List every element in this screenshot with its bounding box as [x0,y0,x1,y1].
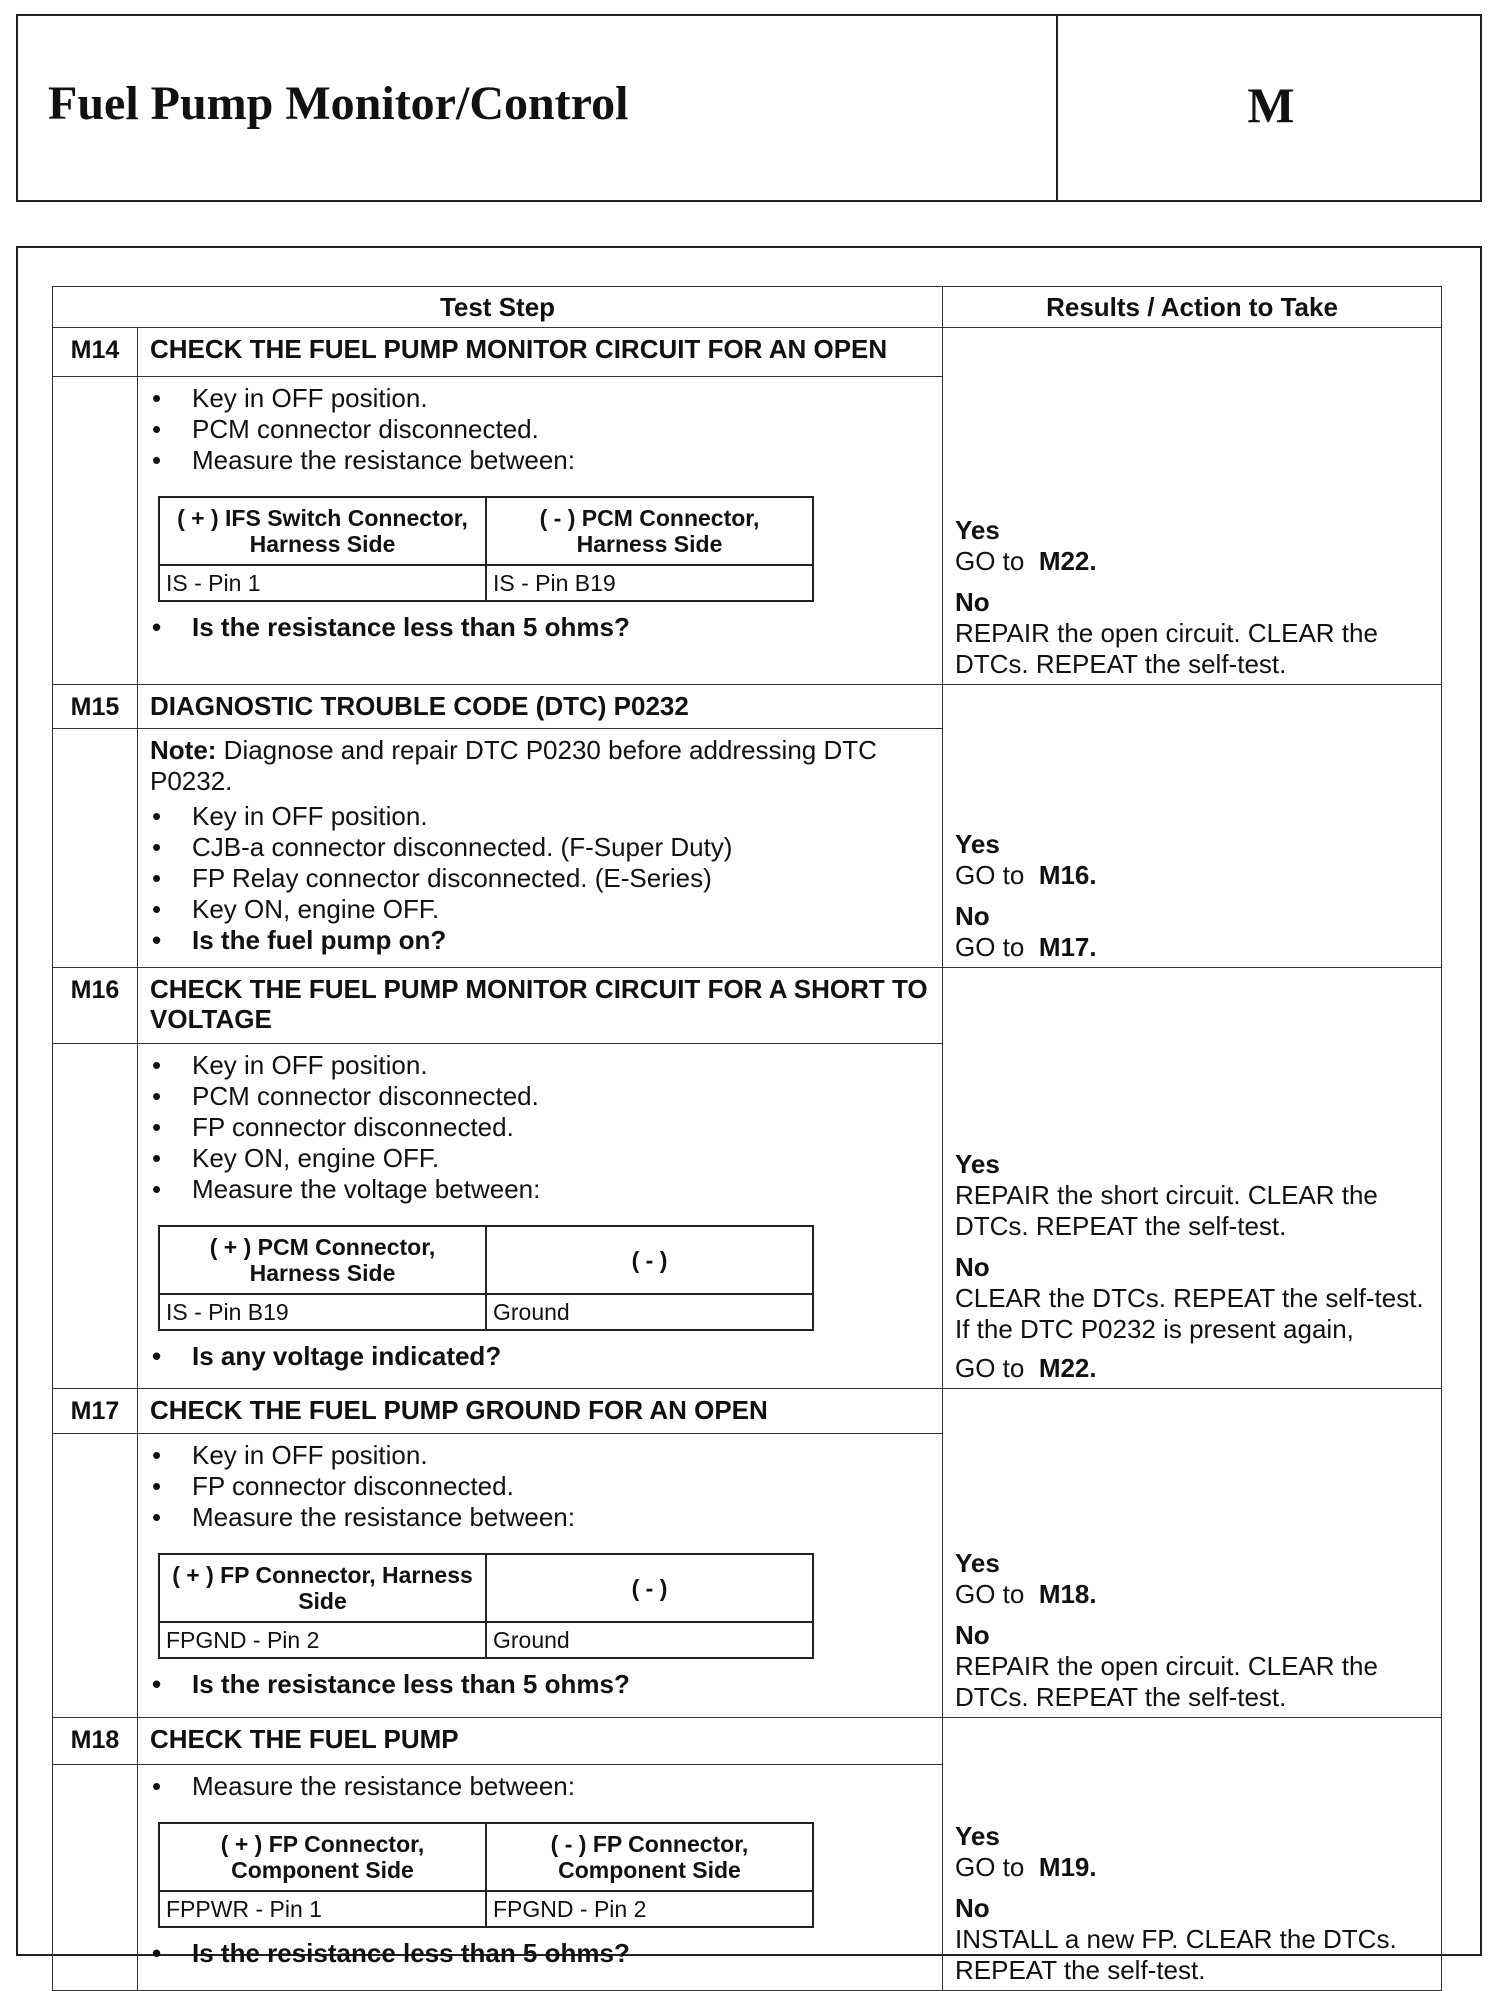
meas-value-plus: IS - Pin B19 [159,1294,486,1330]
yes-action: GO to M19. [955,1852,1097,1882]
step-title: DIAGNOSTIC TROUBLE CODE (DTC) P0232 [138,685,943,729]
step-body [138,1764,943,1990]
yes-label: Yes [955,515,1000,545]
bullet-item: • Key in OFF position. [150,1440,930,1471]
step-body [138,1043,943,1388]
table-header-row [53,287,1442,328]
test-step-table [52,286,1442,1991]
measurement-table [158,1822,814,1928]
goto-step-link[interactable]: M18. [1038,1579,1097,1609]
meas-header-minus: ( - ) FP Connector, Component Side [486,1823,813,1891]
meas-value-minus: FPGND - Pin 2 [486,1891,813,1927]
bullet-item: • Key ON, engine OFF. [150,894,930,925]
step-result [943,1389,1442,1718]
section-letter: M [1247,77,1295,133]
step-result [943,1718,1442,1991]
yes-label: Yes [955,1821,1000,1851]
bullet-item: • Key ON, engine OFF. [150,1143,930,1174]
goto-step-link[interactable]: M19. [1038,1852,1097,1882]
bullet-item: • Key in OFF position. [150,383,930,414]
no-action: INSTALL a new FP. CLEAR the DTCs. REPEAT the self-test. [955,1924,1397,1985]
yes-label: Yes [955,1548,1000,1578]
meas-value-plus: FPGND - Pin 2 [159,1622,486,1658]
step-id: M14 [53,328,138,377]
yes-action: GO to M22. [955,546,1097,576]
step-result [943,328,1442,685]
bullet-item: • FP Relay connector disconnected. (E-Series) [150,863,930,894]
step-id: M17 [53,1389,138,1434]
meas-header-plus: ( + ) PCM Connector, Harness Side [159,1226,486,1294]
meas-value-plus: IS - Pin 1 [159,565,486,601]
step-question: • Is the resistance less than 5 ohms? [150,1669,930,1700]
bullet-item: • PCM connector disconnected. [150,1081,930,1112]
step-title: CHECK THE FUEL PUMP MONITOR CIRCUIT FOR A SHORT TO VOLTAGE [138,968,943,1044]
step-note: Note: Diagnose and repair DTC P0230 before addressing DTC P0232. [150,735,877,797]
step-id: M15 [53,685,138,729]
step-row-m15 [53,685,1442,729]
step-row-m18 [53,1718,1442,1765]
no-label: No [955,901,990,931]
step-question: • Is the resistance less than 5 ohms? [150,612,930,643]
step-row-m14 [53,328,1442,377]
bullet-item: • PCM connector disconnected. [150,414,930,445]
meas-header-minus: ( - ) [486,1226,813,1294]
measurement-table [158,1225,814,1331]
meas-value-plus: FPPWR - Pin 1 [159,1891,486,1927]
step-question: • Is any voltage indicated? [150,1341,930,1372]
measurement-table [158,496,814,602]
col-header-test-step: Test Step [53,287,943,328]
yes-action: REPAIR the short circuit. CLEAR the DTCs. REPEAT the self-test. [955,1180,1378,1241]
bullet-item: • Measure the resistance between: [150,445,930,476]
bullet-item: • Key in OFF position. [150,1050,930,1081]
bullet-item: • Measure the voltage between: [150,1174,930,1205]
bullet-item: • Measure the resistance between: [150,1502,930,1533]
no-action: GO to M17. [955,932,1097,962]
step-result [943,685,1442,968]
no-action: REPAIR the open circuit. CLEAR the DTCs. REPEAT the self-test. [955,1651,1378,1712]
col-header-results: Results / Action to Take [943,287,1442,328]
step-row-m17 [53,1389,1442,1434]
no-goto: GO to M22. [955,1353,1097,1383]
step-row-m16 [53,968,1442,1044]
goto-step-link[interactable]: M22. [1038,1353,1097,1383]
step-result [943,968,1442,1389]
step-question: • Is the fuel pump on? [150,925,930,956]
bullet-item: • Key in OFF position. [150,801,930,832]
yes-label: Yes [955,1149,1000,1179]
yes-action: GO to M16. [955,860,1097,890]
measurement-table [158,1553,814,1659]
no-label: No [955,587,990,617]
meas-value-minus: IS - Pin B19 [486,565,813,601]
step-title: CHECK THE FUEL PUMP MONITOR CIRCUIT FOR AN OPEN [138,328,943,377]
step-title: CHECK THE FUEL PUMP GROUND FOR AN OPEN [138,1389,943,1434]
goto-step-link[interactable]: M22. [1038,546,1097,576]
goto-step-link[interactable]: M17. [1038,932,1097,962]
step-id: M18 [53,1718,138,1765]
yes-label: Yes [955,829,1000,859]
no-label: No [955,1252,990,1282]
meas-header-plus: ( + ) FP Connector, Component Side [159,1823,486,1891]
step-title: CHECK THE FUEL PUMP [138,1718,943,1765]
page-title: Fuel Pump Monitor/Control [48,77,629,130]
no-label: No [955,1620,990,1650]
yes-action: GO to M18. [955,1579,1097,1609]
meas-value-minus: Ground [486,1294,813,1330]
no-action: CLEAR the DTCs. REPEAT the self-test. If the DTC P0232 is present again, [955,1283,1424,1344]
step-body [138,729,943,968]
step-body [138,1434,943,1718]
step-question: • Is the resistance less than 5 ohms? [150,1938,930,1969]
bullet-item: • Measure the resistance between: [150,1771,930,1802]
meas-value-minus: Ground [486,1622,813,1658]
no-action: REPAIR the open circuit. CLEAR the DTCs. REPEAT the self-test. [955,618,1378,679]
meas-header-minus: ( - ) [486,1554,813,1622]
goto-step-link[interactable]: M16. [1038,860,1097,890]
step-body [138,376,943,684]
bullet-item: • FP connector disconnected. [150,1112,930,1143]
step-id: M16 [53,968,138,1044]
bullet-item: • FP connector disconnected. [150,1471,930,1502]
bullet-item: • CJB-a connector disconnected. (F-Super Duty) [150,832,930,863]
meas-header-plus: ( + ) FP Connector, Harness Side [159,1554,486,1622]
meas-header-minus: ( - ) PCM Connector, Harness Side [486,497,813,565]
meas-header-plus: ( + ) IFS Switch Connector, Harness Side [159,497,486,565]
no-label: No [955,1893,990,1923]
